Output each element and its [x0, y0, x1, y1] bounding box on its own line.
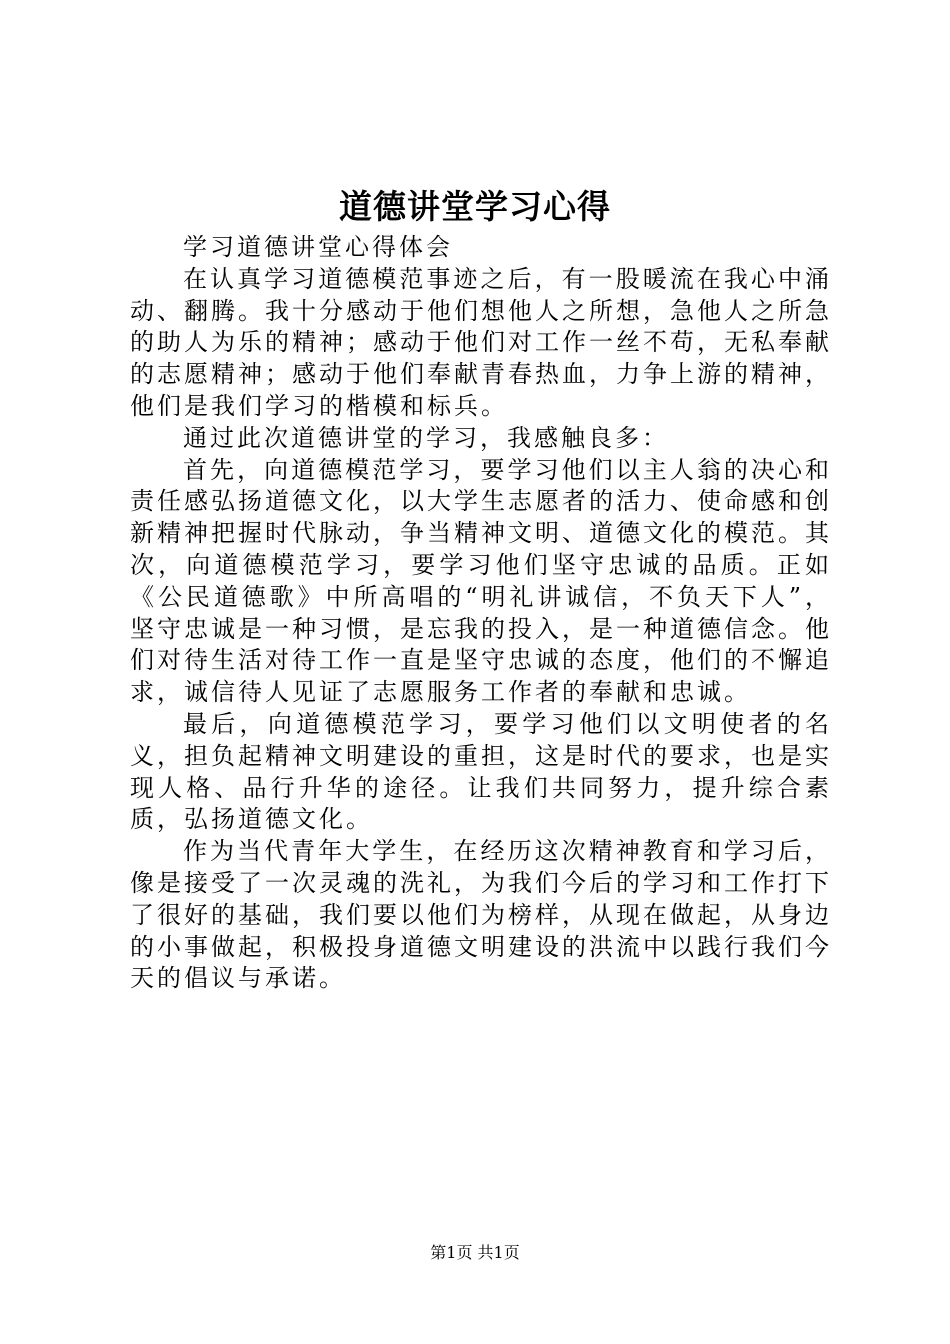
document-title: 道德讲堂学习心得	[339, 187, 611, 226]
document-body	[130, 232, 832, 995]
paragraph: 最后，向道德模范学习，要学习他们以文明使者的名义，担负起精神文明建设的重担，这是时代的要求，也是实现人格、品行升华的途径。让我们共同努力，提升综合素质，弘扬道德文化。	[130, 709, 832, 834]
paragraph: 作为当代青年大学生，在经历这次精神教育和学习后，像是接受了一次灵魂的洗礼，为我们今后的学习和工作打下了很好的基础，我们要以他们为榜样，从现在做起，从身边的小事做起，积极投身道德文明建设的洪流中以践行我们今天的倡议与承诺。	[130, 837, 832, 993]
paragraph-subtitle: 学习道德讲堂心得体会	[183, 233, 453, 261]
page-footer: 第1页 共1页	[430, 1243, 520, 1262]
paragraph: 在认真学习道德模范事迹之后，有一股暖流在我心中涌动、翻腾。我十分感动于他们想他人之所想，急他人之所急的助人为乐的精神；感动于他们对工作一丝不苟，无私奉献的志愿精神；感动于他们奉献青春热血，力争上游的精神，他们是我们学习的楷模和标兵。	[130, 264, 832, 420]
paragraph: 首先，向道德模范学习，要学习他们以主人翁的决心和责任感弘扬道德文化，以大学生志愿者的活力、使命感和创新精神把握时代脉动，争当精神文明、道德文化的模范。其次，向道德模范学习，要学习他们坚守忠诚的品质。正如《公民道德歌》中所高唱的“明礼讲诚信，不负天下人”，坚守忠诚是一种习惯，是忘我的投入，是一种道德信念。他们对待生活对待工作一直是坚守忠诚的态度，他们的不懈追求，诚信待人见证了志愿服务工作者的奉献和忠诚。	[130, 455, 832, 707]
paragraph: 通过此次道德讲堂的学习，我感触良多：	[183, 423, 669, 452]
